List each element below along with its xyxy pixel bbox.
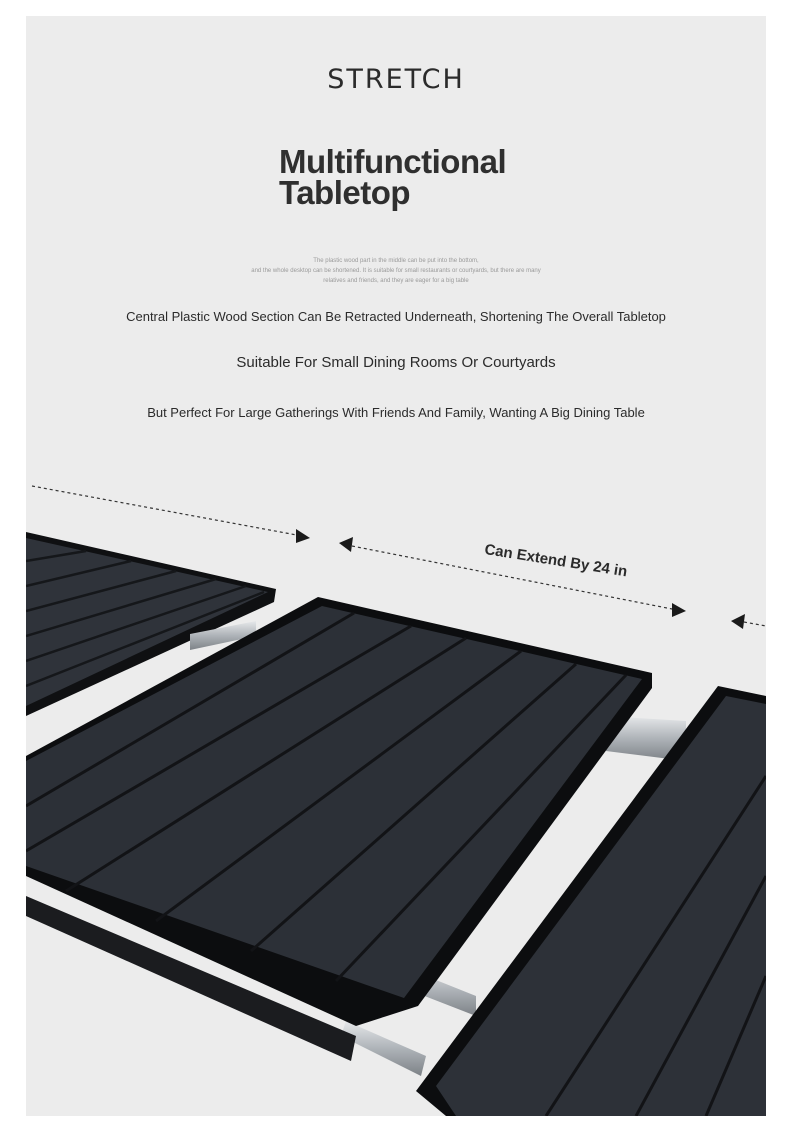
- headline: [279, 143, 507, 211]
- extend-label: Can Extend By 24 in: [483, 541, 629, 581]
- section-title: STRETCH: [327, 64, 465, 95]
- note-line-2: and the whole desktop can be shortened. It is suitable for small restaurants or courtyards, but there are many: [251, 268, 541, 274]
- note-line-3: relatives and friends, and they are eager for a big table: [323, 278, 469, 284]
- description-note: [26, 256, 766, 286]
- feature-line-3: But Perfect For Large Gatherings With Friends And Family, Wanting A Big Dining Table: [147, 405, 645, 420]
- note-line-1: The plastic wood part in the middle can be put into the bottom,: [313, 258, 479, 264]
- headline-line-1: Multifunctional: [279, 143, 507, 180]
- feature-line-1: Central Plastic Wood Section Can Be Retracted Underneath, Shortening The Overall Tabletop: [126, 309, 666, 324]
- product-panel: [26, 16, 766, 1116]
- feature-line-2: Suitable For Small Dining Rooms Or Courtyards: [236, 354, 556, 371]
- headline-line-2: Tabletop: [279, 174, 411, 211]
